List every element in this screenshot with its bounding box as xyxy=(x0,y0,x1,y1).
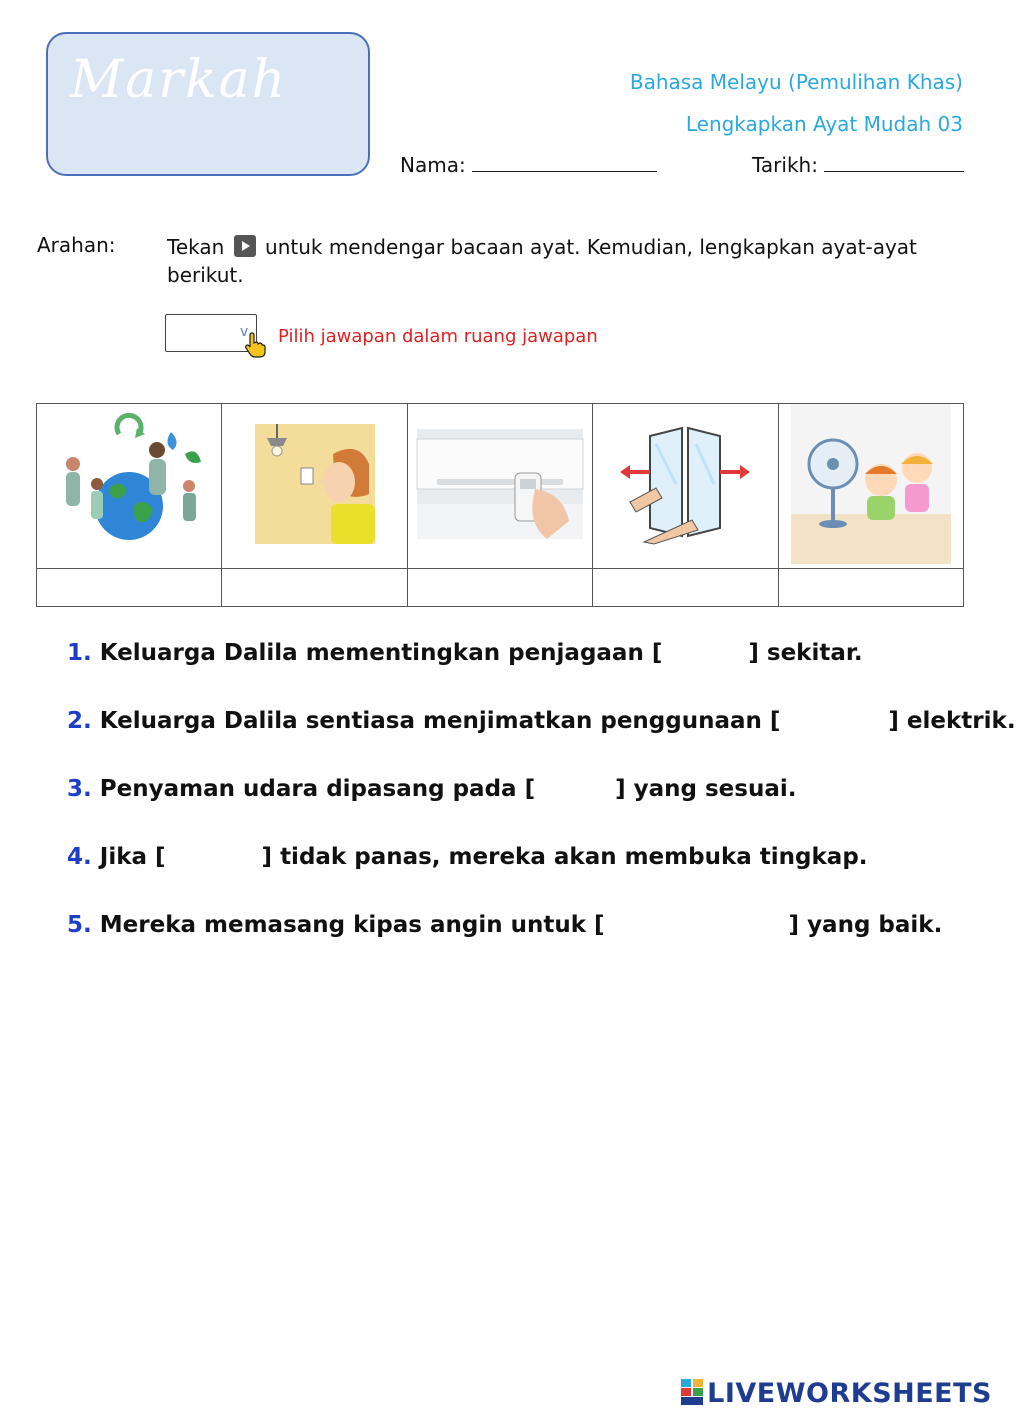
chevron-down-icon: v xyxy=(240,324,249,340)
nama-field xyxy=(400,153,657,177)
standing-fan-icon xyxy=(791,404,951,564)
tarikh-underline xyxy=(824,153,964,172)
question-number: 5. xyxy=(67,912,92,938)
hint-text: Pilih jawapan dalam ruang jawapan xyxy=(278,326,598,347)
question-4 xyxy=(67,844,868,870)
question-text-before: Keluarga Dalila mementingkan penjagaan [ xyxy=(99,640,663,666)
answer-cell-4[interactable] xyxy=(593,569,778,607)
picture-cell-4 xyxy=(593,404,778,569)
nama-label: Nama: xyxy=(400,153,466,177)
subject-title: Bahasa Melayu (Pemulihan Khas) xyxy=(629,70,963,94)
question-text-before: Penyaman udara dipasang pada [ xyxy=(99,776,536,802)
light-switch-icon xyxy=(255,424,375,544)
question-5 xyxy=(67,912,942,938)
answer-cell-1[interactable] xyxy=(37,569,222,607)
question-1 xyxy=(67,640,863,666)
answer-cell-2[interactable] xyxy=(222,569,407,607)
question-number: 1. xyxy=(67,640,92,666)
picture-row xyxy=(37,404,964,569)
answer-cell-5[interactable] xyxy=(778,569,963,607)
question-text-after: ] tidak panas, mereka akan membuka tingkap. xyxy=(261,844,868,870)
question-number: 4. xyxy=(67,844,92,870)
liveworksheets-logo xyxy=(681,1378,992,1409)
markah-label: Markah xyxy=(70,50,288,110)
question-text-after: ] yang sesuai. xyxy=(615,776,797,802)
play-audio-icon[interactable] xyxy=(234,235,256,257)
question-number: 3. xyxy=(67,776,92,802)
picture-cell-1 xyxy=(37,404,222,569)
answer-cell-3[interactable] xyxy=(407,569,592,607)
question-text-before: Mereka memasang kipas angin untuk [ xyxy=(99,912,605,938)
liveworksheets-icon xyxy=(681,1379,703,1405)
picture-cell-2 xyxy=(222,404,407,569)
tarikh-label: Tarikh: xyxy=(752,153,818,177)
arahan-text xyxy=(167,233,957,289)
question-text-before: Jika [ xyxy=(99,844,166,870)
nama-underline xyxy=(472,153,657,172)
question-text-before: Keluarga Dalila sentiasa menjimatkan penggunaan [ xyxy=(99,708,781,734)
brand-text: LIVEWORKSHEETS xyxy=(707,1378,992,1409)
pointer-hand-icon xyxy=(244,332,266,358)
open-window-icon xyxy=(620,424,750,544)
family-earth-icon xyxy=(49,424,209,544)
question-2 xyxy=(67,708,1016,734)
picture-cell-5 xyxy=(778,404,963,569)
answer-row xyxy=(37,569,964,607)
question-number: 2. xyxy=(67,708,92,734)
arahan-text-before: Tekan xyxy=(167,235,225,259)
arahan-text-after: untuk mendengar bacaan ayat. Kemudian, lengkapkan ayat-ayat berikut. xyxy=(167,235,917,287)
arahan-label: Arahan: xyxy=(37,233,116,257)
topic-title: Lengkapkan Ayat Mudah 03 xyxy=(685,112,963,136)
question-text-after: ] sekitar. xyxy=(748,640,863,666)
air-conditioner-icon xyxy=(417,429,583,539)
question-text-after: ] yang baik. xyxy=(788,912,943,938)
question-3 xyxy=(67,776,796,802)
question-text-after: ] elektrik. xyxy=(888,708,1016,734)
picture-table xyxy=(36,403,964,607)
tarikh-field xyxy=(752,153,964,177)
picture-cell-3 xyxy=(407,404,592,569)
